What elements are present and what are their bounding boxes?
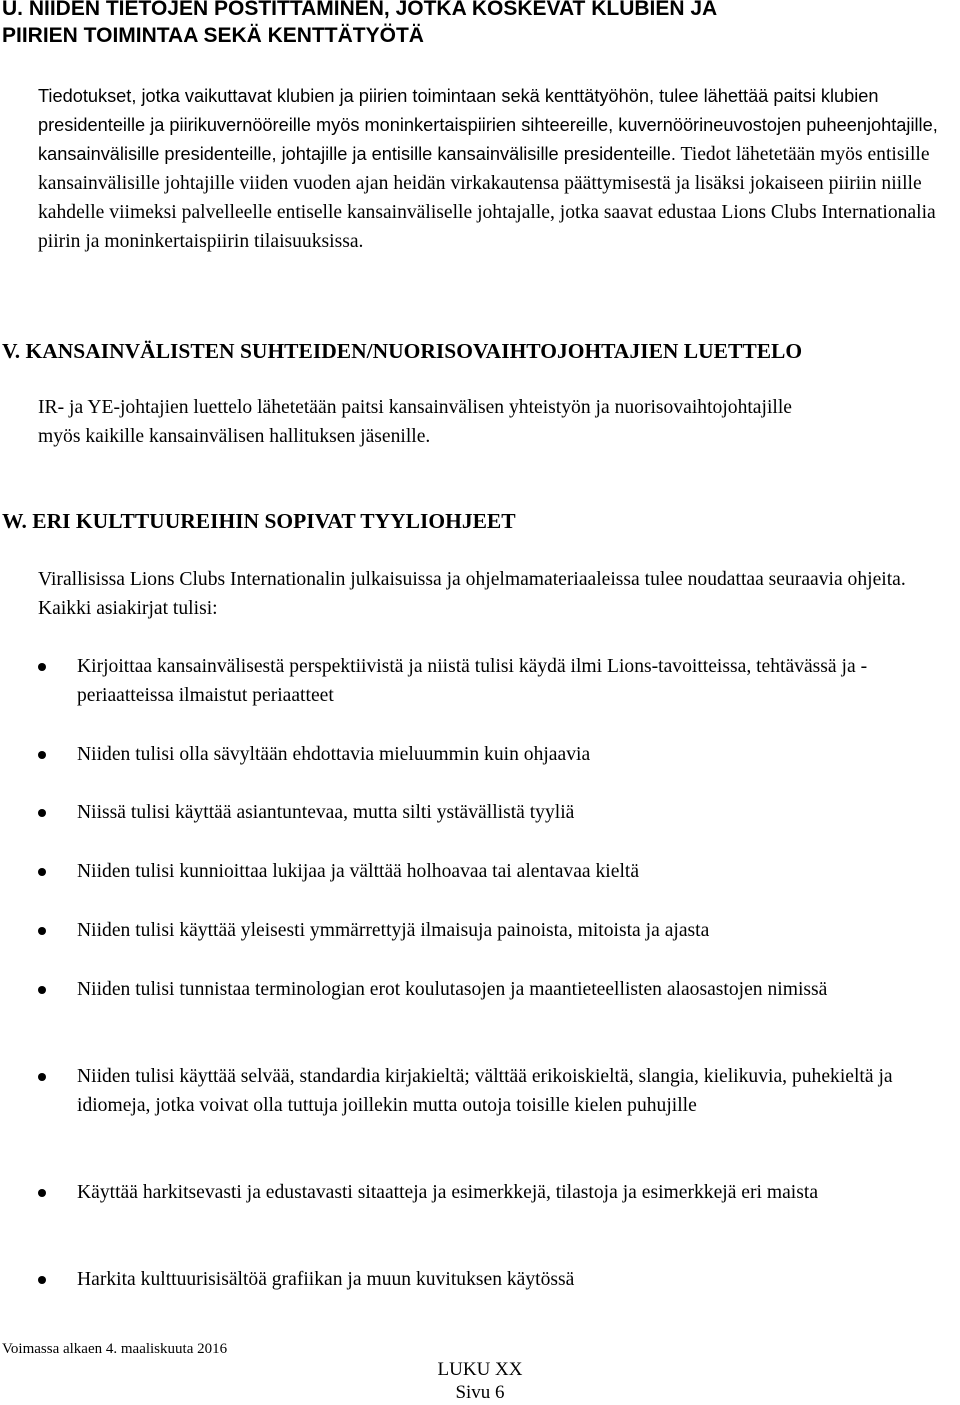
list-item-text: Kirjoittaa kansainvälisestä perspektiivistä ja niistä tulisi käydä ilmi Lions-tavoitteissa, tehtävässä ja -periaatteissa ilmaistut periaatteet xyxy=(77,656,868,706)
section-v-paragraph: IR- ja YE-johtajien luettelo lähetetään paitsi kansainvälisen yhteistyön ja nuorisovaihtojohtajille myös kaikille kansainvälisen hallituksen jäsenille. xyxy=(38,397,792,447)
list-item-text: Niiden tulisi käyttää selvää, standardia kirjakieltä; välttää erikoiskieltä, slangia, kielikuvia, puhekieltä ja idiomeja, jotka voivat olla tuttuja joillekin mutta outoja toisille kielen puhujille xyxy=(77,1066,893,1116)
list-item-text: Niiden tulisi olla sävyltään ehdottavia mieluummin kuin ohjaavia xyxy=(77,744,591,765)
list-item-text: Niissä tulisi käyttää asiantuntevaa, mutta silti ystävällistä tyyliä xyxy=(77,802,575,823)
section-w-paragraph: Virallisissa Lions Clubs Internationalin julkaisuissa ja ohjelmamateriaaleissa tulee noudattaa seuraavia ohjeita. Kaikki asiakirjat tulisi: xyxy=(38,569,906,619)
footer-chapter: LUKU XX xyxy=(437,1359,523,1380)
section-u-paragraph-part1: Tiedotukset, jotka vaikuttavat klubien ja piirien toimintaan sekä kenttätyöhön, tulee lähettää paitsi klubien presidenteille ja piirikuvernööreille myös moninkertaispiirien sihteereille, kuvernöörineuvostojen puheenjohtajille, kansainvälisille presidenteille, johtajille ja entisille kansainvälisille presidenteille. xyxy=(38,86,938,164)
bullet-icon xyxy=(38,1073,46,1081)
list-item-text: Niiden tulisi käyttää yleisesti ymmärrettyjä ilmaisuja painoista, mitoista ja ajasta xyxy=(77,920,710,941)
bullet-icon xyxy=(38,986,46,994)
section-w-heading: W. ERI KULTTUUREIHIN SOPIVAT TYYLIOHJEET xyxy=(2,509,516,533)
bullet-icon xyxy=(38,927,46,935)
footer-effective-date: Voimassa alkaen 4. maaliskuuta 2016 xyxy=(2,1341,228,1357)
list-item-text: Käyttää harkitsevasti ja edustavasti sitaatteja ja esimerkkejä, tilastoja ja esimerkkejä eri maista xyxy=(77,1182,819,1203)
bullet-icon xyxy=(38,1276,46,1284)
footer-page-number: Sivu 6 xyxy=(455,1382,505,1403)
bullet-icon xyxy=(38,868,46,876)
section-u-heading-line1: U. NIIDEN TIETOJEN POSTITTAMINEN, JOTKA KOSKEVAT KLUBIEN JA xyxy=(2,0,718,20)
section-u-heading-line2: PIIRIEN TOIMINTAA SEKÄ KENTTÄTYÖTÄ xyxy=(2,24,424,47)
bullet-icon xyxy=(38,1189,46,1197)
list-item-text: Niiden tulisi kunnioittaa lukijaa ja välttää holhoavaa tai alentavaa kieltä xyxy=(77,861,640,882)
bullet-icon xyxy=(38,809,46,817)
section-v-heading: V. KANSAINVÄLISTEN SUHTEIDEN/NUORISOVAIHTOJOHTAJIEN LUETTELO xyxy=(2,339,803,363)
bullet-icon xyxy=(38,663,46,671)
section-u-heading xyxy=(2,0,942,49)
section-u-paragraph-part2: Tiedot lähetetään myös entisille kansainvälisille johtajille viiden vuoden ajan heidän virkakautensa päättymisestä ja lisäksi jokaiseen piiriin niille kahdelle viimeksi palvelleelle entiselle kansainväliselle johtajalle, jotka saavat edustaa Lions Clubs Internationalia piirin ja moninkertaispiirin tilaisuuksissa. xyxy=(38,144,936,252)
bullet-icon xyxy=(38,751,46,759)
list-item-text: Niiden tulisi tunnistaa terminologian erot koulutasojen ja maantieteellisten alaosastojen nimissä xyxy=(77,979,828,1000)
list-item-text: Harkita kulttuurisisältöä grafiikan ja muun kuvituksen käytössä xyxy=(77,1269,575,1290)
section-u-paragraph xyxy=(38,82,956,256)
